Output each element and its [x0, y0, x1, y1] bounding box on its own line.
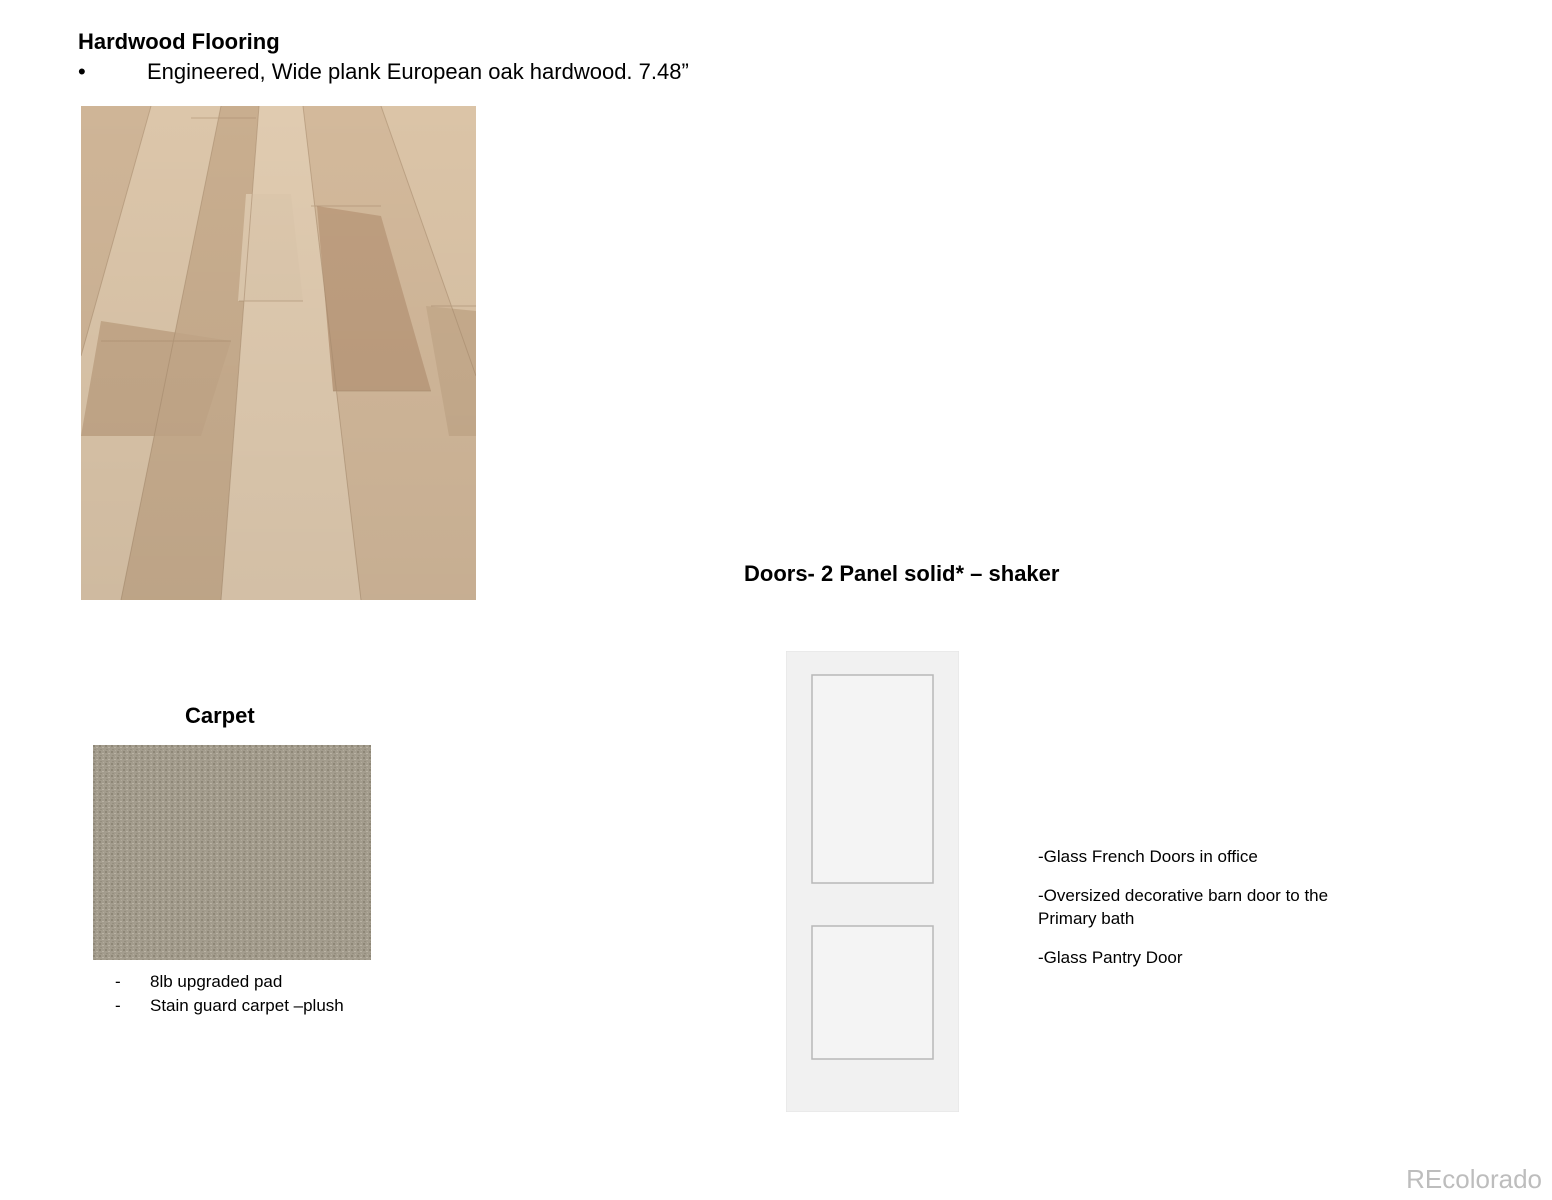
list-item: -Glass Pantry Door — [1038, 948, 1183, 967]
carpet-features-list — [115, 970, 344, 1018]
list-item — [115, 970, 344, 994]
door-notes-list — [1038, 845, 1338, 985]
list-item: -Oversized decorative barn door to the Primary bath — [1038, 886, 1329, 928]
hardwood-title: Hardwood Flooring — [78, 29, 280, 54]
list-item: -Glass French Doors in office — [1038, 847, 1258, 866]
dash-marker: - — [115, 996, 121, 1015]
carpet-feature-text: Stain guard carpet –plush — [150, 996, 344, 1015]
hardwood-description: Engineered, Wide plank European oak hardwood. 7.48” — [147, 59, 689, 84]
hardwood-description-row — [78, 59, 689, 85]
hardwood-floor-image — [81, 106, 476, 600]
watermark-logo: REcolorado — [1406, 1164, 1542, 1194]
bullet-marker: • — [78, 59, 86, 84]
list-item — [115, 994, 344, 1018]
doors-title: Doors- 2 Panel solid* – shaker — [744, 561, 1060, 586]
dash-marker: - — [115, 972, 121, 991]
carpet-title: Carpet — [185, 703, 255, 728]
shaker-door-image — [786, 651, 959, 1112]
carpet-feature-text: 8lb upgraded pad — [150, 972, 283, 991]
carpet-swatch-image — [93, 745, 371, 960]
